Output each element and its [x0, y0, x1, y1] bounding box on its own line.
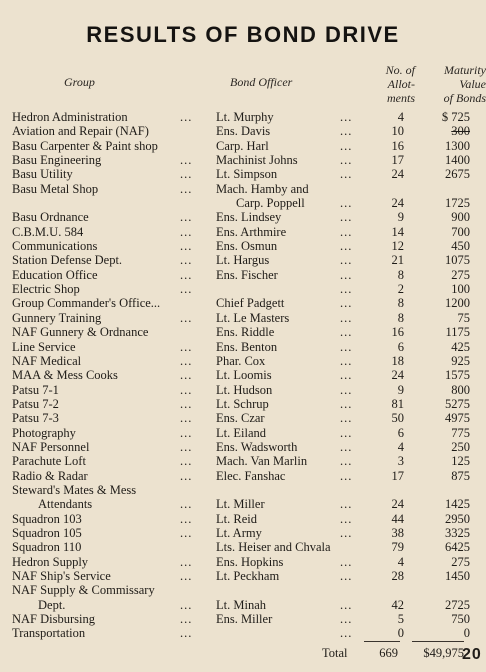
leader-dots: ... — [340, 196, 353, 211]
officer-cell: Phar. Cox — [216, 353, 266, 368]
total-rule-value — [412, 641, 464, 642]
officer-cell: Ens. Riddle — [216, 325, 275, 340]
officer-cell: Chief Padgett — [216, 296, 285, 311]
value-cell: 250 — [451, 439, 470, 454]
group-cell: C.B.M.U. 584 — [12, 224, 84, 239]
leader-dots: ... — [180, 153, 193, 168]
allotments-cell: 2 — [397, 282, 404, 297]
allotments-cell: 12 — [391, 239, 404, 254]
allotments-cell: 9 — [397, 382, 404, 397]
value-cell: 1425 — [445, 497, 470, 512]
leader-dots: ... — [180, 267, 193, 282]
group-cell: Squadron 110 — [12, 540, 82, 555]
leader-dots: ... — [180, 382, 193, 397]
officer-cell: Mach. Hamby and — [216, 181, 309, 196]
group-cell: Basu Utility — [12, 167, 73, 182]
table-row — [0, 483, 486, 497]
table-row — [0, 512, 486, 526]
allotments-cell: 17 — [391, 153, 404, 168]
officer-cell: Carp. Harl — [216, 138, 269, 153]
officer-cell: Ens. Wadsworth — [216, 439, 298, 454]
leader-dots: ... — [340, 396, 353, 411]
leader-dots: ... — [180, 339, 193, 354]
leader-dots: ... — [180, 239, 193, 254]
officer-cell: Lt. Hargus — [216, 253, 270, 268]
group-cell: Squadron 103 — [12, 511, 82, 526]
allotments-cell: 50 — [391, 411, 404, 426]
allotments-cell: 79 — [391, 540, 404, 555]
allotments-cell: 4 — [397, 439, 404, 454]
group-cell: Hedron Administration — [12, 110, 128, 124]
officer-cell: Lt. Peckham — [216, 569, 280, 583]
leader-dots: ... — [340, 569, 353, 583]
table-row — [0, 139, 486, 153]
value-cell: 4975 — [445, 411, 470, 426]
allotments-cell: 10 — [391, 124, 404, 139]
allotments-cell: 16 — [391, 325, 404, 340]
value-cell: 2725 — [445, 597, 470, 612]
officer-cell: Lts. Heiser and Chvala — [216, 540, 331, 555]
leader-dots: ... — [340, 612, 353, 627]
officer-cell: Lt. Minah — [216, 597, 266, 612]
officer-cell: Ens. Lindsey — [216, 210, 282, 225]
value-cell: 2675 — [445, 167, 470, 182]
group-cell: Station Defense Dept. — [12, 253, 123, 268]
group-cell: NAF Supply & Commissary — [12, 583, 155, 598]
leader-dots: ... — [340, 296, 353, 311]
officer-cell: Lt. Schrup — [216, 396, 269, 411]
leader-dots: ... — [180, 439, 193, 454]
leader-dots: ... — [180, 468, 193, 483]
header-group: Group — [64, 75, 95, 89]
leader-dots: ... — [340, 626, 353, 641]
table-row — [0, 325, 486, 339]
leader-dots: ... — [340, 382, 353, 397]
table-row — [0, 540, 486, 554]
value-cell: 0 — [463, 626, 470, 641]
group-cell: Communications — [12, 239, 98, 254]
value-cell: 700 — [451, 224, 470, 239]
allotments-cell: 24 — [391, 497, 404, 512]
leader-dots: ... — [340, 525, 353, 540]
allotments-cell: 38 — [391, 525, 404, 540]
table-row — [0, 124, 486, 138]
allotments-cell: 24 — [391, 167, 404, 182]
table-row — [0, 454, 486, 468]
allotments-cell: 21 — [391, 253, 404, 268]
allotments-cell: 16 — [391, 138, 404, 153]
leader-dots: ... — [340, 124, 353, 139]
officer-cell: Mach. Van Marlin — [216, 454, 308, 469]
value-cell: 875 — [451, 468, 470, 483]
leader-dots: ... — [340, 368, 353, 383]
total-allotments: 669 — [379, 646, 398, 660]
leader-dots: ... — [180, 353, 193, 368]
group-cell: NAF Ship's Service — [12, 569, 111, 583]
officer-cell: Ens. Miller — [216, 612, 273, 627]
table-row — [0, 497, 486, 511]
value-cell: 1400 — [445, 153, 470, 168]
group-cell: Basu Engineering — [12, 153, 102, 168]
allotments-cell: 14 — [391, 224, 404, 239]
leader-dots: ... — [340, 110, 353, 124]
leader-dots: ... — [340, 153, 353, 168]
allotments-cell: 44 — [391, 511, 404, 526]
table-row — [0, 469, 486, 483]
value-cell: 750 — [451, 612, 470, 627]
leader-dots: ... — [180, 224, 193, 239]
value-cell: 425 — [451, 339, 470, 354]
table-row — [0, 268, 486, 282]
table-row — [0, 210, 486, 224]
value-cell: 1200 — [445, 296, 470, 311]
group-cell: Basu Metal Shop — [12, 181, 99, 196]
group-cell: Hedron Supply — [12, 554, 89, 569]
leader-dots: ... — [340, 325, 353, 340]
officer-cell: Lt. Le Masters — [216, 310, 290, 325]
group-cell: Attendants — [38, 497, 93, 512]
value-cell: 2950 — [445, 511, 470, 526]
table-row — [0, 282, 486, 296]
leader-dots: ... — [180, 554, 193, 569]
officer-cell: Lt. Miller — [216, 497, 265, 512]
group-cell: Transportation — [12, 626, 86, 641]
header-allotments — [363, 63, 415, 105]
group-cell: Parachute Loft — [12, 454, 86, 469]
leader-dots: ... — [340, 267, 353, 282]
officer-cell: Lt. Eiland — [216, 425, 266, 440]
leader-dots: ... — [180, 110, 193, 124]
group-cell: NAF Personnel — [12, 439, 90, 454]
header-value-line-1: Maturity — [444, 63, 486, 77]
table-row — [0, 167, 486, 181]
officer-cell: Ens. Czar — [216, 411, 265, 426]
group-cell: MAA & Mess Cooks — [12, 368, 118, 383]
leader-dots: ... — [340, 353, 353, 368]
leader-dots: ... — [340, 138, 353, 153]
leader-dots: ... — [180, 167, 193, 182]
officer-cell: Lt. Loomis — [216, 368, 272, 383]
group-cell: Line Service — [12, 339, 76, 354]
allotments-cell: 18 — [391, 353, 404, 368]
table-row — [0, 555, 486, 569]
allotments-cell: 5 — [397, 612, 404, 627]
value-cell: 5275 — [445, 396, 470, 411]
table-row — [0, 110, 486, 124]
total-value: $49,975 — [423, 646, 464, 660]
officer-cell: Lt. Murphy — [216, 110, 274, 124]
leader-dots: ... — [340, 468, 353, 483]
officer-cell: Lt. Simpson — [216, 167, 278, 182]
officer-cell: Lt. Reid — [216, 511, 257, 526]
table-row — [0, 612, 486, 626]
allotments-cell: 6 — [397, 425, 404, 440]
allotments-cell: 24 — [391, 196, 404, 211]
header-maturity-value — [420, 63, 486, 105]
leader-dots: ... — [180, 569, 193, 583]
value-cell: 1450 — [445, 569, 470, 583]
leader-dots: ... — [340, 210, 353, 225]
value-cell: 775 — [451, 425, 470, 440]
leader-dots: ... — [340, 224, 353, 239]
group-cell: Radio & Radar — [12, 468, 88, 483]
page-number: 20 — [462, 646, 482, 663]
leader-dots: ... — [180, 525, 193, 540]
value-cell: 275 — [451, 554, 470, 569]
table-row — [0, 397, 486, 411]
officer-cell: Ens. Benton — [216, 339, 278, 354]
table-row — [0, 182, 486, 196]
group-cell: Aviation and Repair (NAF) — [12, 124, 149, 139]
table-row — [0, 569, 486, 583]
leader-dots: ... — [180, 210, 193, 225]
leader-dots: ... — [180, 497, 193, 512]
table-row — [0, 225, 486, 239]
table-row — [0, 239, 486, 253]
value-cell: 1575 — [445, 368, 470, 383]
leader-dots: ... — [340, 411, 353, 426]
table-row — [0, 368, 486, 382]
value-cell: 300 — [451, 124, 470, 139]
bond-table — [0, 110, 486, 641]
table-row — [0, 311, 486, 325]
group-cell: Basu Ordnance — [12, 210, 89, 225]
allotments-cell: 0 — [397, 626, 404, 641]
allotments-cell: 4 — [397, 554, 404, 569]
group-cell: Steward's Mates & Mess — [12, 482, 137, 497]
leader-dots: ... — [180, 425, 193, 440]
value-cell: 125 — [451, 454, 470, 469]
allotments-cell: 42 — [391, 597, 404, 612]
value-cell: 1075 — [445, 253, 470, 268]
value-cell: 1300 — [445, 138, 470, 153]
header-allotments-line-3: ments — [387, 91, 415, 105]
table-row — [0, 296, 486, 310]
officer-cell: Lt. Army — [216, 525, 262, 540]
leader-dots: ... — [180, 181, 193, 196]
header-allotments-line-2: Allot- — [387, 77, 415, 91]
page-title: RESULTS OF BOND DRIVE — [86, 22, 400, 47]
leader-dots: ... — [340, 511, 353, 526]
allotments-cell: 8 — [397, 267, 404, 282]
table-row — [0, 626, 486, 640]
value-cell: 450 — [451, 239, 470, 254]
group-cell: Patsu 7-2 — [12, 396, 59, 411]
leader-dots: ... — [340, 310, 353, 325]
table-row — [0, 426, 486, 440]
allotments-cell: 3 — [397, 454, 404, 469]
leader-dots: ... — [180, 612, 193, 627]
group-cell: NAF Disbursing — [12, 612, 95, 627]
table-row — [0, 340, 486, 354]
value-cell: 1175 — [445, 325, 470, 340]
table-row — [0, 411, 486, 425]
officer-cell: Carp. Poppell — [236, 196, 305, 211]
value-cell: 100 — [451, 282, 470, 297]
allotments-cell: 17 — [391, 468, 404, 483]
leader-dots: ... — [180, 597, 193, 612]
officer-cell: Ens. Arthmire — [216, 224, 287, 239]
officer-cell: Ens. Fischer — [216, 267, 278, 282]
officer-cell: Machinist Johns — [216, 153, 298, 168]
leader-dots: ... — [180, 396, 193, 411]
value-cell: 3325 — [445, 525, 470, 540]
table-row — [0, 440, 486, 454]
leader-dots: ... — [180, 282, 193, 297]
leader-dots: ... — [340, 253, 353, 268]
leader-dots: ... — [180, 626, 193, 641]
table-row — [0, 383, 486, 397]
allotments-cell: 8 — [397, 296, 404, 311]
leader-dots: ... — [180, 253, 193, 268]
group-cell: Group Commander's Office... — [12, 296, 161, 311]
total-label: Total — [322, 646, 348, 660]
header-value-line-2: Value — [459, 77, 486, 91]
officer-cell: Elec. Fanshac — [216, 468, 286, 483]
value-cell: 925 — [451, 353, 470, 368]
table-row — [0, 196, 486, 210]
group-cell: NAF Gunnery & Ordnance — [12, 325, 149, 340]
allotments-cell: 4 — [397, 110, 404, 124]
group-cell: Education Office — [12, 267, 98, 282]
table-row — [0, 583, 486, 597]
leader-dots: ... — [340, 167, 353, 182]
officer-cell: Ens. Davis — [216, 124, 271, 139]
value-cell: 800 — [451, 382, 470, 397]
header-value-line-3: of Bonds — [443, 91, 486, 105]
leader-dots: ... — [180, 511, 193, 526]
group-cell: Patsu 7-3 — [12, 411, 59, 426]
group-cell: Electric Shop — [12, 282, 80, 297]
leader-dots: ... — [340, 454, 353, 469]
header-allotments-line-1: No. of — [385, 63, 415, 77]
leader-dots: ... — [340, 339, 353, 354]
leader-dots: ... — [340, 497, 353, 512]
value-cell: 75 — [457, 310, 470, 325]
leader-dots: ... — [340, 439, 353, 454]
table-row — [0, 598, 486, 612]
table-row — [0, 253, 486, 267]
allotments-cell: 24 — [391, 368, 404, 383]
officer-cell: Ens. Osmun — [216, 239, 278, 254]
group-cell: Gunnery Training — [12, 310, 102, 325]
group-cell: Patsu 7-1 — [12, 382, 59, 397]
table-row — [0, 153, 486, 167]
group-cell: Basu Carpenter & Paint shop — [12, 138, 158, 153]
leader-dots: ... — [340, 282, 353, 297]
allotments-cell: 28 — [391, 569, 404, 583]
value-cell: 900 — [451, 210, 470, 225]
leader-dots: ... — [340, 425, 353, 440]
value-cell: $ 725 — [441, 110, 470, 124]
allotments-cell: 81 — [391, 396, 404, 411]
group-cell: Squadron 105 — [12, 525, 82, 540]
table-row — [0, 526, 486, 540]
value-cell: 6425 — [445, 540, 470, 555]
allotments-cell: 9 — [397, 210, 404, 225]
leader-dots: ... — [340, 597, 353, 612]
allotments-cell: 8 — [397, 310, 404, 325]
header-bond-officer: Bond Officer — [230, 75, 293, 89]
value-cell: 1725 — [445, 196, 470, 211]
total-rule-allot — [364, 641, 400, 642]
leader-dots: ... — [180, 368, 193, 383]
group-cell: NAF Medical — [12, 353, 82, 368]
group-cell: Photography — [12, 425, 76, 440]
officer-cell: Ens. Hopkins — [216, 554, 284, 569]
officer-cell: Lt. Hudson — [216, 382, 273, 397]
leader-dots: ... — [340, 554, 353, 569]
leader-dots: ... — [340, 239, 353, 254]
value-cell: 275 — [451, 267, 470, 282]
group-cell: Dept. — [38, 597, 66, 612]
allotments-cell: 6 — [397, 339, 404, 354]
leader-dots: ... — [180, 310, 193, 325]
leader-dots: ... — [180, 454, 193, 469]
table-row — [0, 354, 486, 368]
leader-dots: ... — [180, 411, 193, 426]
